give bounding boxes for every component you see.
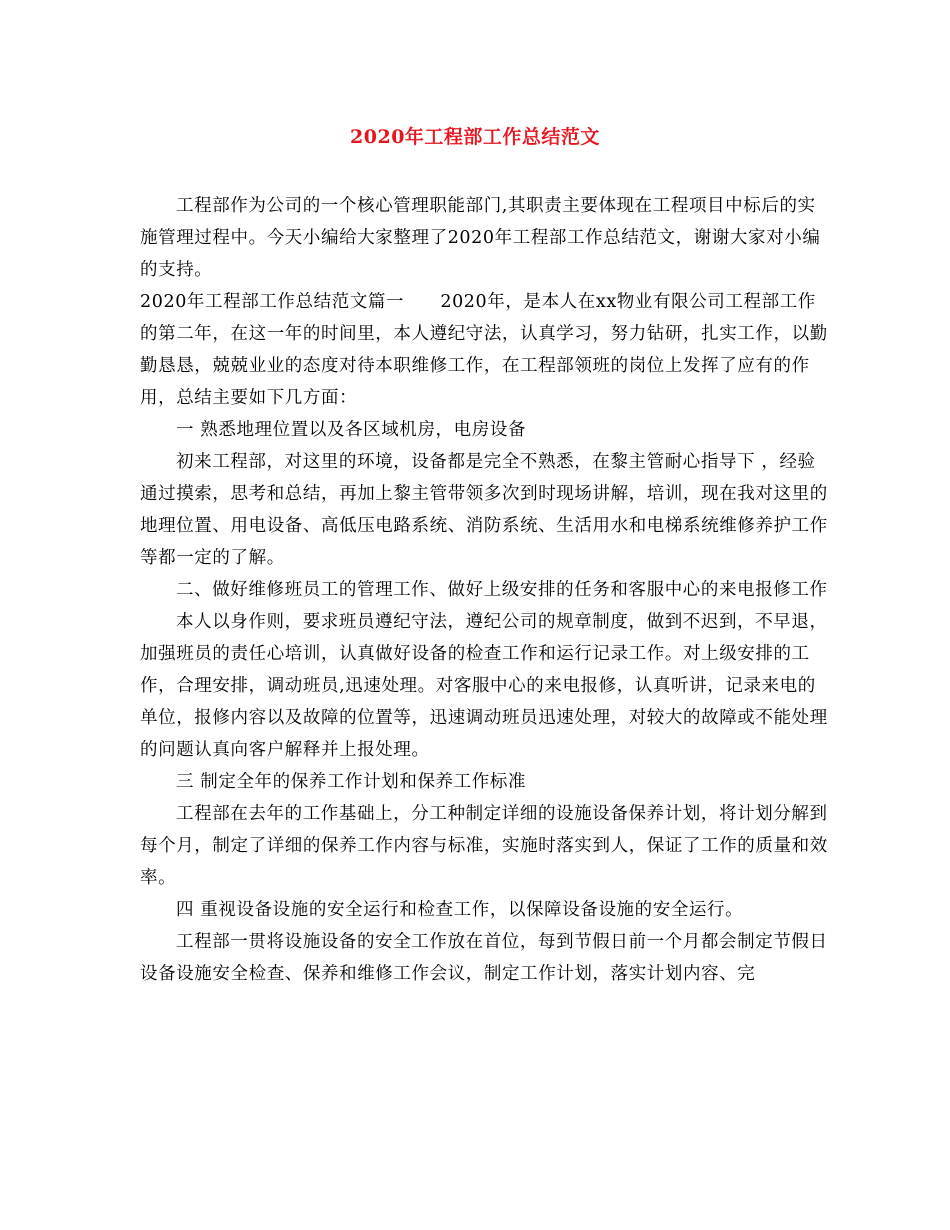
paragraph-section-2: 本人以身作则，要求班员遵纪守法，遵纪公司的规章制度，做到不迟到，不早退，加强班员的责任心培训，认真做好设备的检查工作和运行记录工作。对上级安排的工作，合理安排，调动班员,迅速处理。对客服中心的来电报修，认真听讲，记录来电的单位，报修内容以及故障的位置等，迅速调动班员迅速处理，对较大的故障或不能处理的问题认真向客户解释并上报处理。 [140,612,828,760]
section-heading-4: 四 重视设备设施的安全运行和检查工作，以保障设备设施的安全运行。 [176,900,744,920]
paragraph-intro: 工程部作为公司的一个核心管理职能部门,其职责主要体现在工程项目中标后的实施管理过程中。今天小编给大家整理了2020年工程部工作总结范文，谢谢大家对小编的支持。 [140,196,821,280]
paragraph-section-4: 工程部一贯将设施设备的安全工作放在首位，每到节假日前一个月都会制定节假日设备设施安全检查、保养和维修工作会议，制定工作计划，落实计划内容、完 [140,932,828,984]
paragraph-section-1: 初来工程部，对这里的环境，设备都是完全不熟悉，在黎主管耐心指导下 ，经验通过摸索，思考和总结，再加上黎主管带领多次到时现场讲解，培训，现在我对这里的地理位置、用电设备、高低压电路系统、消防系统、生活用水和电梯系统维修养护工作等都一定的了解。 [140,452,828,568]
document-body [140,190,830,990]
section-heading-2: 二、做好维修班员工的管理工作、做好上级安排的任务和客服中心的来电报修工作 [176,580,828,600]
section-heading-3: 三 制定全年的保养工作计划和保养工作标准 [176,772,527,792]
paragraph-section-3: 工程部在去年的工作基础上，分工种制定详细的设施设备保养计划，将计划分解到每个月，制定了详细的保养工作内容与标准，实施时落实到人，保证了工作的质量和效率。 [140,804,828,888]
document-title: 2020年工程部工作总结范文 [350,126,600,148]
paragraph-part-one-opening: 2020年工程部工作总结范文篇一 2020年，是本人在xx物业有限公司工程部工作的第二年，在这一年的时间里，本人遵纪守法，认真学习，努力钻研，扎实工作，以勤勤恳恳，兢兢业业的态度对待本职维修工作，在工程部领班的岗位上发挥了应有的作用，总结主要如下几方面： [140,292,828,408]
section-heading-1: 一 熟悉地理位置以及各区域机房，电房设备 [176,420,527,440]
